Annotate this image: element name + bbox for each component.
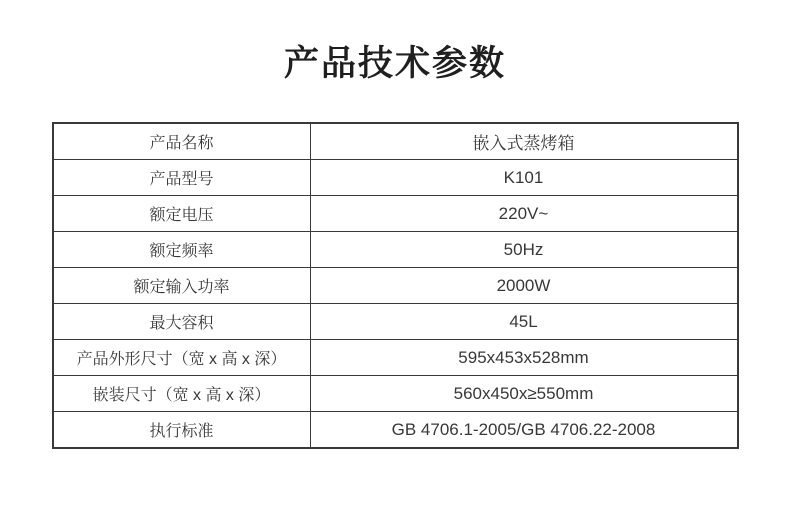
param-label-max-capacity: 最大容积 [53, 304, 311, 340]
param-value-built-in-dimensions: 560x450x≥550mm [310, 376, 738, 412]
param-label-standard: 执行标准 [53, 412, 311, 449]
param-value-standard: GB 4706.1-2005/GB 4706.22-2008 [310, 412, 738, 449]
param-label-product-name: 产品名称 [53, 123, 311, 160]
param-value-rated-voltage: 220V~ [310, 196, 738, 232]
param-value-max-capacity: 45L [310, 304, 738, 340]
param-value-model: K101 [310, 160, 738, 196]
param-label-rated-input-power: 额定输入功率 [53, 268, 311, 304]
table-row [53, 232, 738, 268]
table-row [53, 160, 738, 196]
table-row [53, 376, 738, 412]
table-row [53, 340, 738, 376]
param-label-rated-voltage: 额定电压 [53, 196, 311, 232]
table-row [53, 268, 738, 304]
table-row [53, 412, 738, 449]
table-row [53, 304, 738, 340]
param-value-rated-input-power: 2000W [310, 268, 738, 304]
param-value-outer-dimensions: 595x453x528mm [310, 340, 738, 376]
param-label-model: 产品型号 [53, 160, 311, 196]
param-label-rated-frequency: 额定频率 [53, 232, 311, 268]
param-value-product-name: 嵌入式蒸烤箱 [310, 123, 738, 160]
param-label-outer-dimensions: 产品外形尺寸（宽 x 高 x 深） [53, 340, 311, 376]
table-row [53, 196, 738, 232]
param-label-built-in-dimensions: 嵌装尺寸（宽 x 高 x 深） [53, 376, 311, 412]
spec-table [52, 122, 739, 449]
param-value-rated-frequency: 50Hz [310, 232, 738, 268]
table-row [53, 123, 738, 160]
page-title: 产品技术参数 [283, 44, 506, 83]
